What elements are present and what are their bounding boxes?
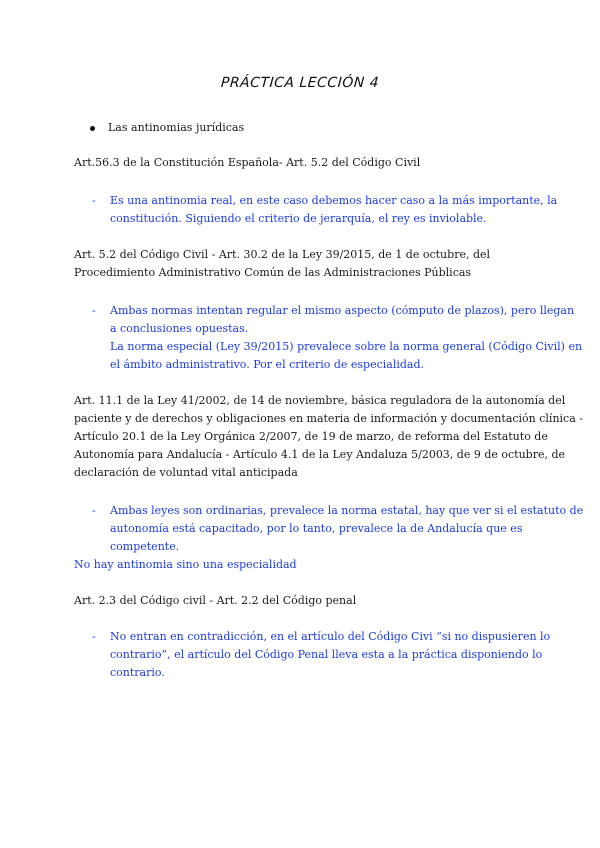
section-2-heading-line: Procedimiento Administrativo Común de las Administraciones Públicas (74, 266, 472, 279)
section-4-answer-line: contrario. (110, 666, 165, 679)
section-1-heading: Art.56.3 de la Constitución Española- Art. 5.2 del Código Civil (74, 156, 421, 169)
section-2-answer-line: La norma especial (Ley 39/2015) prevalece sobre la norma general (Código Civil) en (110, 340, 583, 353)
section-2-answer-line: a conclusiones opuestas. (110, 322, 249, 335)
section-1-answer-line: constitución. Siguiendo el criterio de jerarquía, el rey es inviolable. (110, 212, 487, 225)
section-3-dash: - (92, 504, 96, 517)
section-4-dash: - (92, 630, 96, 643)
section-3-answer-line: competente. (110, 540, 180, 553)
section-4-answer-line: No entran en contradicción, en el artículo del Código Civi “si no dispusieren lo (110, 630, 551, 643)
section-2-dash: - (92, 304, 96, 317)
section-2-heading-line: Art. 5.2 del Código Civil - Art. 30.2 de la Ley 39/2015, de 1 de octubre, del (74, 248, 491, 261)
section-1-dash: - (92, 194, 96, 207)
section-2-answer-line: Ambas normas intentan regular el mismo aspecto (cómputo de plazos), pero llegan (110, 304, 575, 317)
section-1-answer-line: Es una antinomia real, en este caso debemos hacer caso a la más importante, la (110, 194, 558, 207)
section-4-answer-line: contrario”, el artículo del Código Penal lleva esta a la práctica disponiendo lo (110, 648, 543, 661)
bullet-text: Las antinomias jurídicas (108, 121, 245, 134)
section-2-answer-line: el ámbito administrativo. Por el criterio de especialidad. (110, 358, 425, 371)
section-3-note: No hay antinomia sino una especialidad (74, 558, 297, 571)
page-title: PRÁCTICA LECCIÓN 4 (220, 75, 380, 91)
section-3-heading-line: Artículo 20.1 de la Ley Orgánica 2/2007, de 19 de marzo, de reforma del Estatuto de (74, 430, 548, 443)
section-3-heading-line: Art. 11.1 de la Ley 41/2002, de 14 de noviembre, básica reguladora de la autonomía del (74, 394, 566, 407)
bullet-icon (90, 126, 95, 131)
section-3-heading-line: paciente y de derechos y obligaciones en materia de información y documentación clínica - (74, 412, 583, 425)
section-3-answer-line: Ambas leyes son ordinarias, prevalece la norma estatal, hay que ver si el estatuto de (110, 504, 584, 517)
section-3-heading-line: declaración de voluntad vital anticipada (74, 466, 298, 479)
section-4-heading: Art. 2.3 del Código civil - Art. 2.2 del Código penal (74, 594, 357, 607)
section-3-answer-line: autonomía está capacitado, por lo tanto, prevalece la de Andalucía que es (110, 522, 523, 535)
section-3-heading-line: Autonomía para Andalucía - Artículo 4.1 de la Ley Andaluza 5/2003, de 9 de octubre, de (74, 448, 566, 461)
